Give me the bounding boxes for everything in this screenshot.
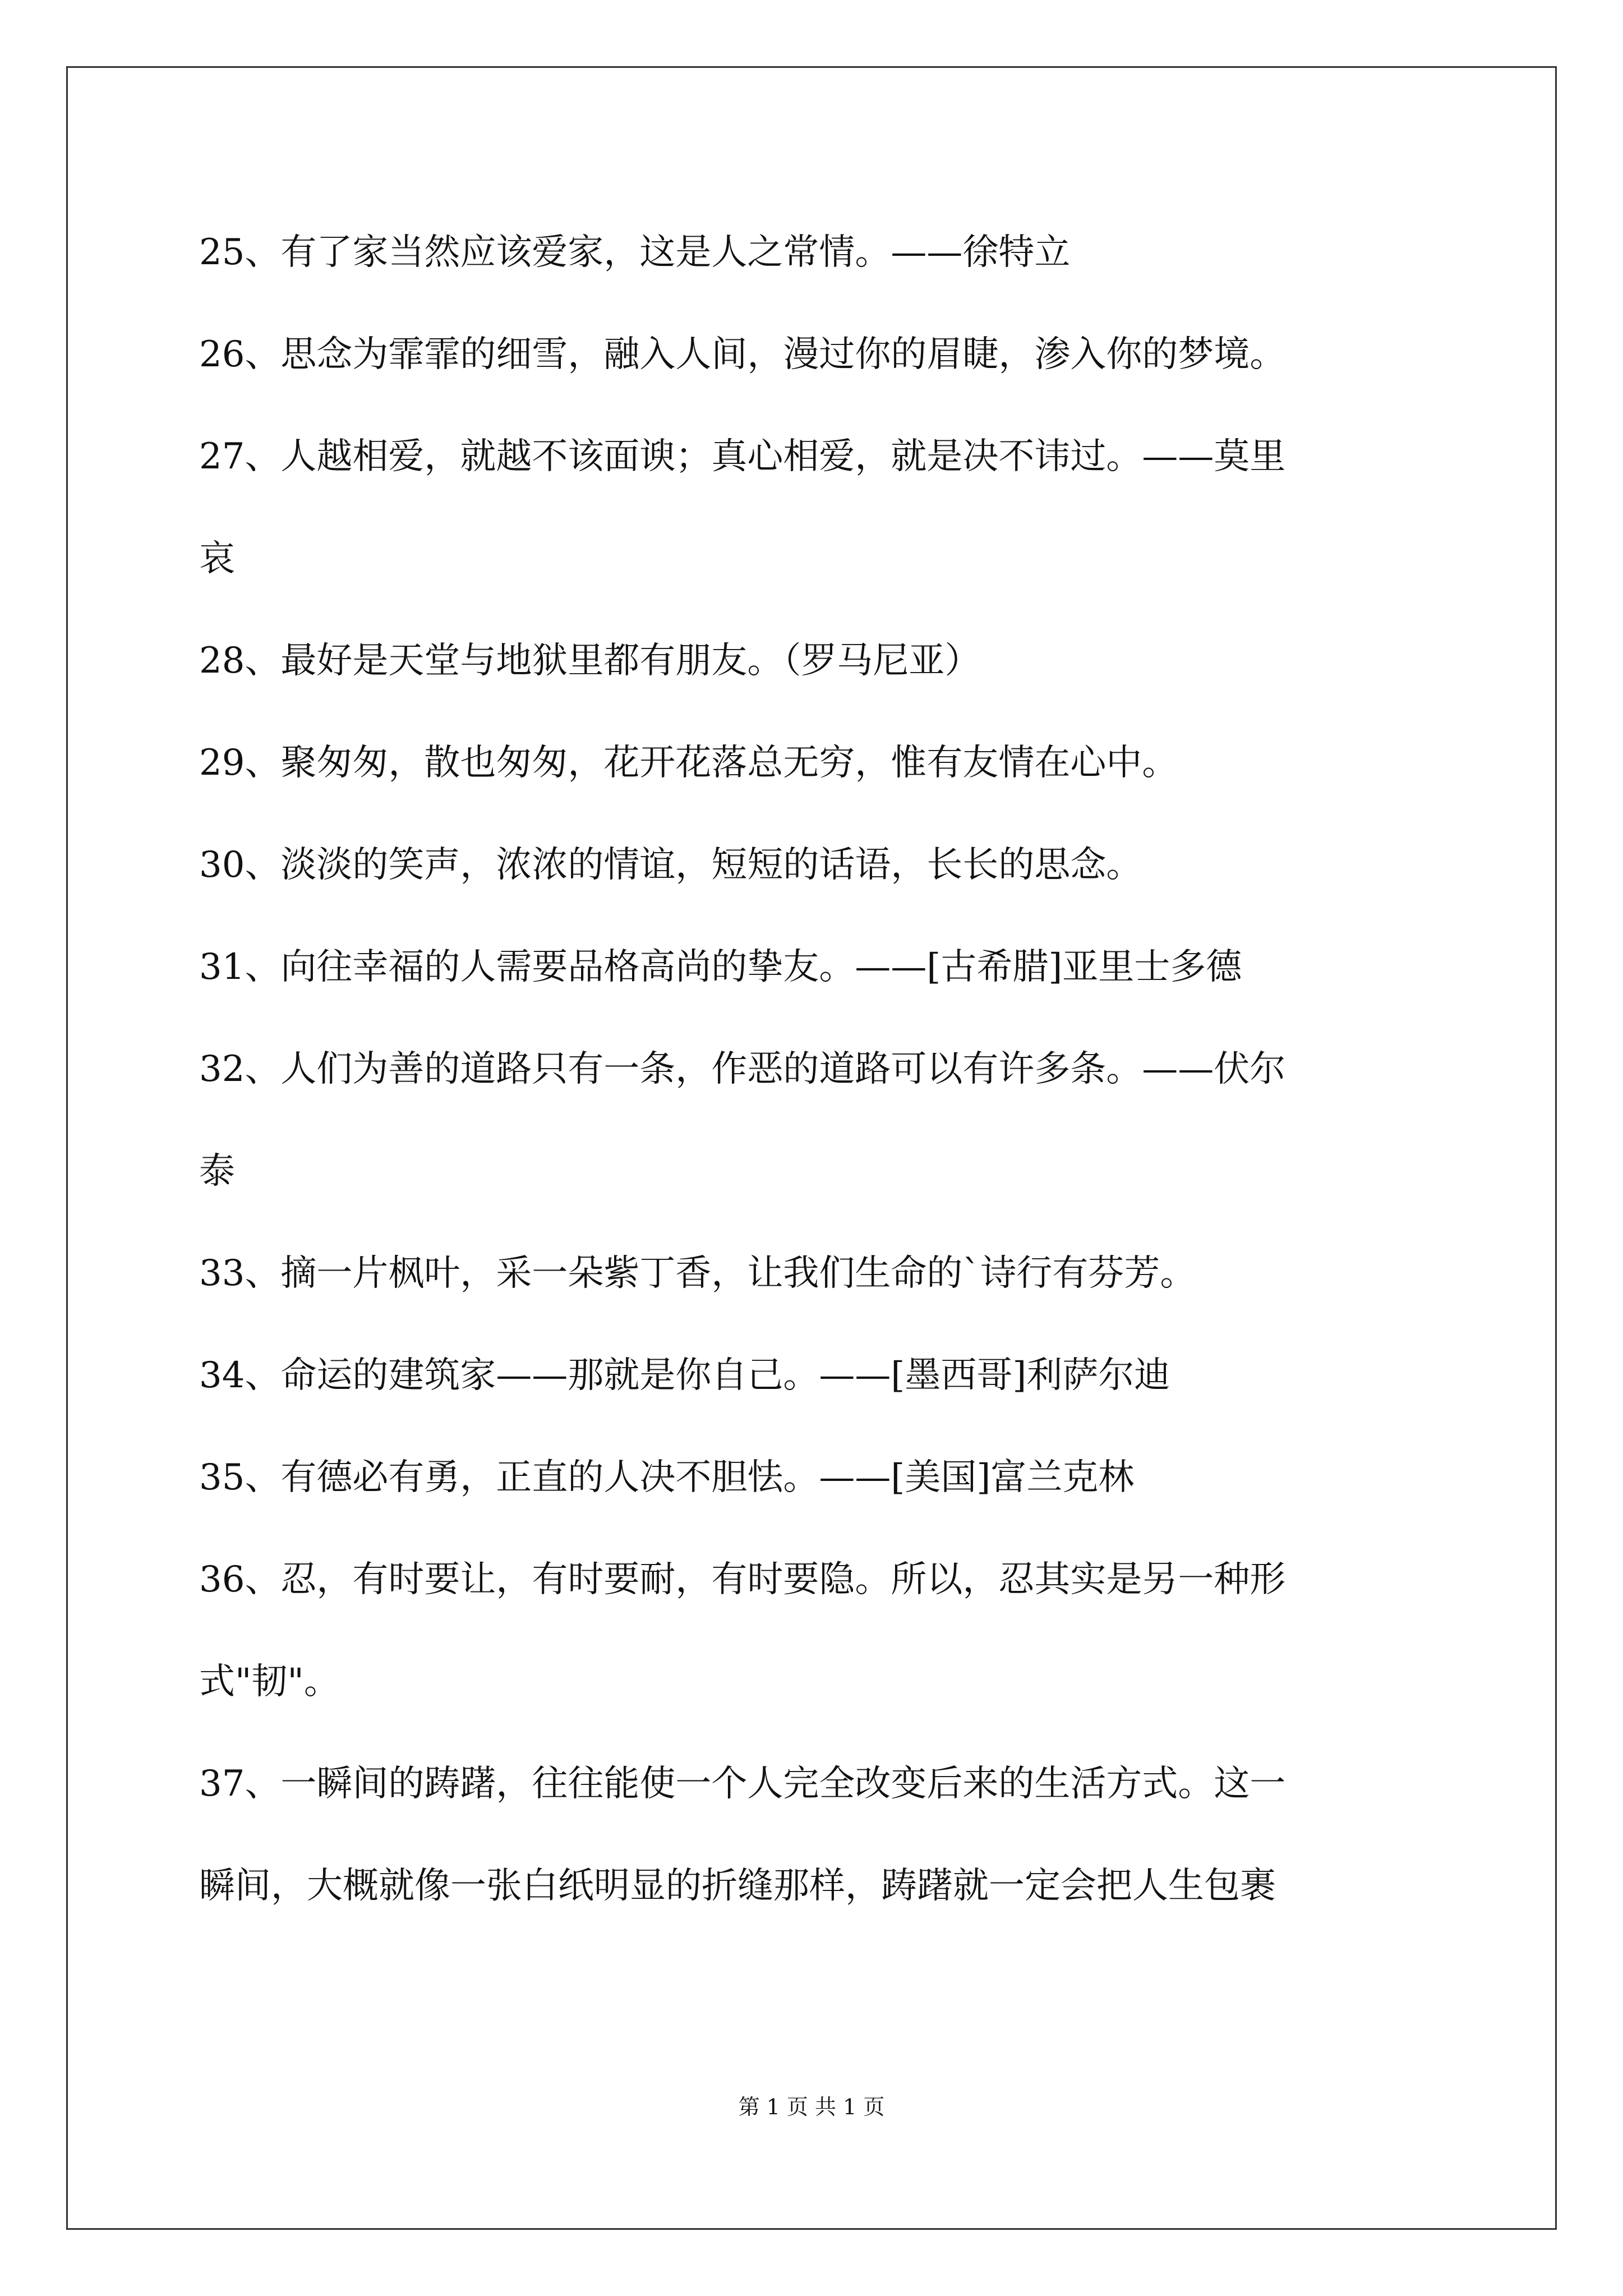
text-line: 哀 xyxy=(199,538,235,579)
page-footer: 第 1 页 共 1 页 xyxy=(738,2095,885,2119)
text-line: 27、人越相爱，就越不该面谀；真心相爱，就是决不讳过。——莫里 xyxy=(199,436,1286,477)
text-line: 式"韧"。 xyxy=(199,1661,340,1703)
text-line: 28、最好是天堂与地狱里都有朋友。（罗马尼亚） xyxy=(199,640,981,682)
text-line: 33、摘一片枫叶，采一朵紫丁香，让我们生命的`诗行有芬芳。 xyxy=(199,1253,1196,1294)
text-line: 29、聚匆匆，散也匆匆，花开花落总无穷，惟有友情在心中。 xyxy=(199,742,1178,784)
document-body xyxy=(199,224,1433,1960)
text-line: 25、有了家当然应该爱家，这是人之常情。——徐特立 xyxy=(199,232,1071,273)
text-line: 瞬间，大概就像一张白纸明显的折缝那样，踌躇就一定会把人生包裹 xyxy=(199,1865,1276,1907)
text-line: 26、思念为霏霏的细雪，融入人间，漫过你的眉睫，渗入你的梦境。 xyxy=(199,334,1286,375)
text-line: 31、向往幸福的人需要品格高尚的挚友。——[古希腊]亚里士多德 xyxy=(199,946,1242,988)
text-line: 35、有德必有勇，正直的人决不胆怯。——[美国]富兰克林 xyxy=(199,1457,1135,1498)
text-line: 37、一瞬间的踌躇，往往能使一个人完全改变后来的生活方式。这一 xyxy=(199,1763,1286,1805)
text-line: 36、忍，有时要让，有时要耐，有时要隐。所以，忍其实是另一种形 xyxy=(199,1559,1286,1600)
text-line: 泰 xyxy=(199,1151,235,1192)
text-line: 32、人们为善的道路只有一条，作恶的道路可以有许多条。——伏尔 xyxy=(199,1048,1286,1090)
text-line: 30、淡淡的笑声，浓浓的情谊，短短的话语，长长的思念。 xyxy=(199,844,1142,886)
text-line: 34、命运的建筑家——那就是你自己。——[墨西哥]利萨尔迪 xyxy=(199,1355,1170,1396)
